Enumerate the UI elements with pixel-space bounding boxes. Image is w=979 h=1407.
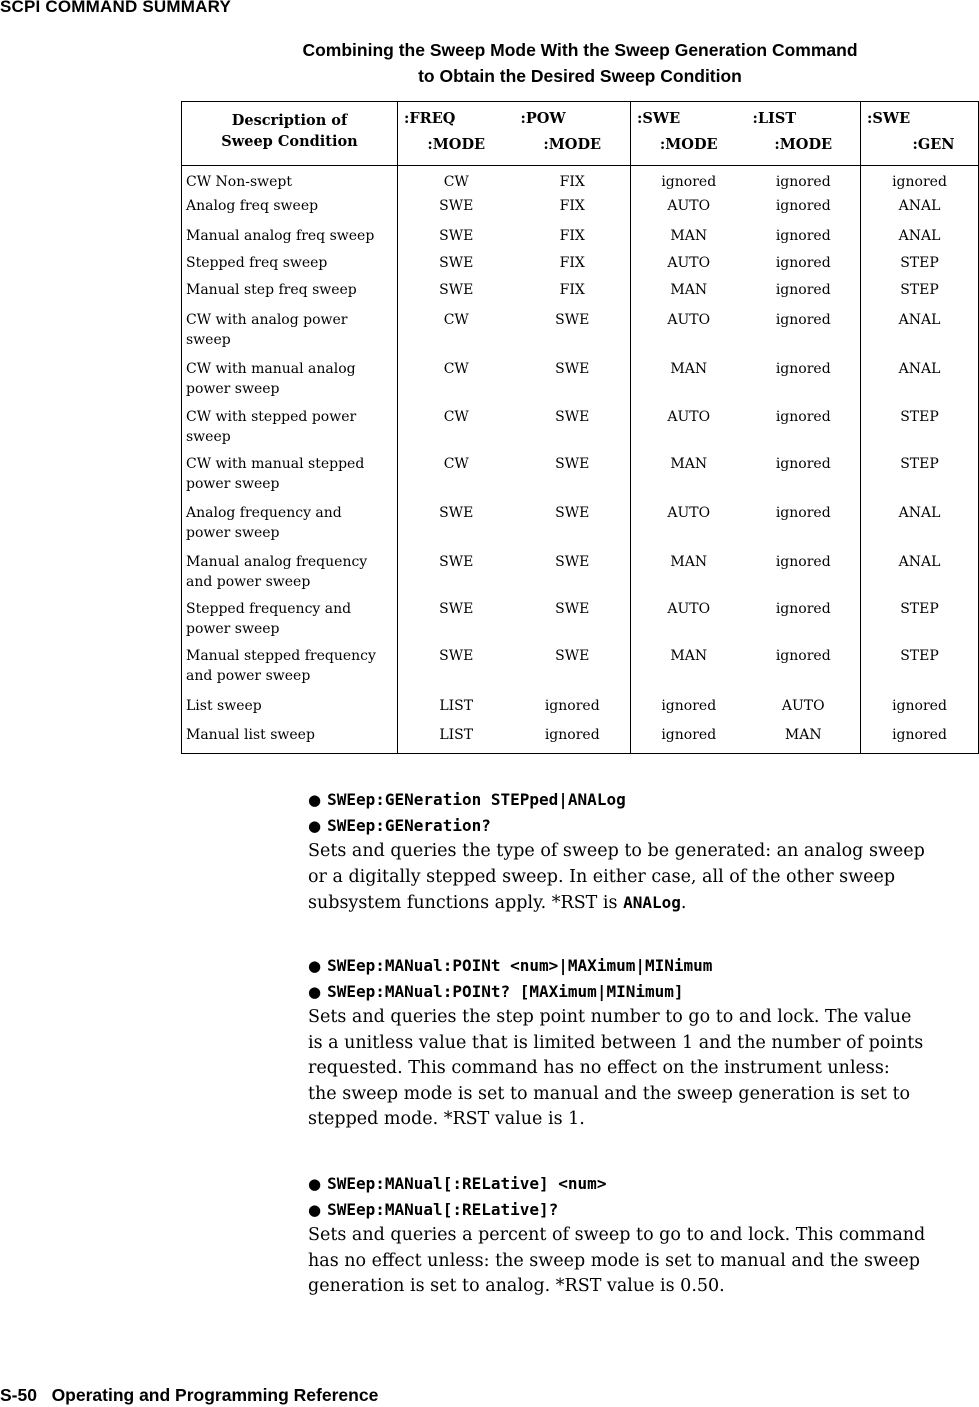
sweep-condition-text: Manual step freq sweep bbox=[186, 281, 357, 298]
freq-mode-cell: SWE bbox=[398, 280, 515, 310]
pow-mode-cell: ignored bbox=[544, 726, 600, 743]
list-mode-header bbox=[747, 102, 861, 166]
freq-mode-cell: SWE bbox=[398, 503, 515, 552]
description-line: stepped mode. *RST value is 1. bbox=[308, 1109, 585, 1129]
description-line bbox=[308, 890, 978, 917]
freq-header-top: :FREQ bbox=[404, 110, 456, 127]
freq-header-bottom: :MODE bbox=[427, 136, 486, 153]
freq-mode-header bbox=[398, 102, 515, 166]
sweep-condition-cell bbox=[182, 599, 398, 646]
list-mode-cell: ignored bbox=[775, 455, 831, 472]
rst-prefix: subsystem functions apply. *RST is bbox=[308, 893, 624, 913]
sweep-condition-text: and power sweep bbox=[186, 573, 311, 590]
page-number: S-50 bbox=[0, 1385, 37, 1405]
sweep-condition-text: CW Non-swept bbox=[186, 174, 293, 190]
table-title-line-2: to Obtain the Desired Sweep Condition bbox=[418, 66, 742, 86]
pow-header-top: :POW bbox=[520, 110, 566, 127]
table-row bbox=[182, 166, 979, 196]
page-header: SCPI COMMAND SUMMARY bbox=[0, 0, 231, 16]
swe-gen-cell: ignored bbox=[861, 725, 979, 754]
swe-gen-cell: ignored bbox=[861, 166, 979, 196]
table-row bbox=[182, 359, 979, 407]
list-mode-cell: ignored bbox=[775, 408, 831, 425]
swe-header-top: :SWE bbox=[637, 110, 681, 127]
description-line: requested. This command has no effect on the instrument unless: bbox=[308, 1058, 890, 1078]
swe-gen-cell: ignored bbox=[861, 696, 979, 725]
swe-mode-cell: AUTO bbox=[631, 253, 747, 280]
description-line: Sets and queries the type of sweep to be generated: an analog sweep bbox=[308, 841, 925, 861]
gen-header-bottom: :GEN bbox=[912, 136, 955, 153]
swe-mode-cell: AUTO bbox=[631, 503, 747, 552]
pow-mode-cell: SWE bbox=[555, 311, 590, 328]
table-row bbox=[182, 725, 979, 754]
swe-gen-cell: ANAL bbox=[861, 552, 979, 599]
sweep-condition-text: power sweep bbox=[186, 475, 280, 492]
pow-mode-cell: FIX bbox=[559, 254, 585, 271]
freq-mode-cell: SWE bbox=[398, 599, 515, 646]
command-set: SWEep:GENeration STEPped|ANALog bbox=[327, 790, 626, 809]
table-row bbox=[182, 196, 979, 226]
swe-mode-cell: MAN bbox=[631, 359, 747, 407]
table-row bbox=[182, 226, 979, 253]
freq-mode-cell: SWE bbox=[398, 196, 515, 226]
swe-mode-cell: AUTO bbox=[631, 310, 747, 359]
sweep-condition-text: Analog frequency and bbox=[186, 504, 342, 521]
sweep-condition-cell bbox=[182, 166, 398, 196]
description-line: the sweep mode is set to manual and the sweep generation is set to bbox=[308, 1083, 911, 1104]
sweep-condition-text: CW with analog power bbox=[186, 311, 348, 328]
description-line: has no effect unless: the sweep mode is set to manual and the sweep bbox=[308, 1250, 920, 1271]
sweep-condition-cell bbox=[182, 503, 398, 552]
swe-gen-cell: ANAL bbox=[861, 226, 979, 253]
sweep-condition-text: Manual list sweep bbox=[186, 726, 315, 743]
swe-gen-cell: STEP bbox=[861, 280, 979, 310]
sweep-condition-text: Manual analog freq sweep bbox=[186, 227, 375, 244]
table-row bbox=[182, 454, 979, 503]
swe-mode-cell: AUTO bbox=[631, 407, 747, 454]
swe-mode-cell: ignored bbox=[631, 696, 747, 725]
sweep-condition-cell bbox=[182, 646, 398, 696]
sweep-condition-text: List sweep bbox=[186, 697, 262, 714]
command-entry-generation bbox=[308, 787, 978, 917]
swe-gen-cell: ANAL bbox=[861, 196, 979, 226]
pow-mode-cell: SWE bbox=[555, 600, 590, 617]
sweep-condition-cell bbox=[182, 552, 398, 599]
page-footer bbox=[0, 1385, 378, 1406]
swe-gen-header bbox=[861, 102, 979, 166]
sweep-condition-text: Stepped frequency and bbox=[186, 600, 352, 617]
sweep-condition-text: CW with stepped power bbox=[186, 408, 357, 425]
table-row bbox=[182, 646, 979, 696]
swe-gen-cell: ANAL bbox=[861, 310, 979, 359]
sweep-condition-text: sweep bbox=[186, 428, 231, 445]
swe-gen-cell: ANAL bbox=[861, 503, 979, 552]
sweep-condition-cell bbox=[182, 454, 398, 503]
description-line: Sets and queries a percent of sweep to go to and lock. This command bbox=[308, 1225, 926, 1245]
swe-gen-cell: ANAL bbox=[861, 359, 979, 407]
sweep-condition-text: CW with manual analog bbox=[186, 360, 356, 377]
description-header bbox=[182, 102, 398, 166]
command-description bbox=[308, 1223, 978, 1300]
list-mode-cell: ignored bbox=[775, 197, 831, 214]
gen-header-top: :SWE bbox=[867, 110, 911, 127]
table-row bbox=[182, 503, 979, 552]
bullet-icon: ● bbox=[308, 1201, 322, 1219]
command-syntax bbox=[308, 979, 978, 1005]
freq-mode-cell: CW bbox=[398, 407, 515, 454]
pow-mode-cell: SWE bbox=[555, 455, 590, 472]
swe-mode-cell: AUTO bbox=[631, 599, 747, 646]
pow-mode-cell: FIX bbox=[559, 281, 585, 298]
swe-mode-cell: MAN bbox=[631, 226, 747, 253]
list-mode-cell: ignored bbox=[775, 254, 831, 271]
rst-value: ANALog bbox=[623, 893, 681, 912]
command-query: SWEep:MANual[:RELative]? bbox=[327, 1200, 559, 1219]
list-mode-cell: MAN bbox=[784, 726, 822, 743]
sweep-condition-text: power sweep bbox=[186, 524, 280, 541]
pow-header-bottom: :MODE bbox=[543, 136, 602, 153]
freq-mode-cell: SWE bbox=[398, 646, 515, 696]
list-mode-cell: ignored bbox=[775, 647, 831, 664]
pow-mode-cell: SWE bbox=[555, 408, 590, 425]
swe-gen-cell: STEP bbox=[861, 253, 979, 280]
list-mode-cell: ignored bbox=[775, 281, 831, 298]
sweep-condition-text: Manual stepped frequency bbox=[186, 647, 376, 664]
sweep-condition-cell bbox=[182, 725, 398, 754]
bullet-icon: ● bbox=[308, 817, 322, 835]
sweep-condition-text: Manual analog frequency bbox=[186, 553, 368, 570]
sweep-condition-cell bbox=[182, 310, 398, 359]
sweep-condition-text: power sweep bbox=[186, 620, 280, 637]
description-line: generation is set to analog. *RST value is 0.50. bbox=[308, 1276, 725, 1296]
command-set: SWEep:MANual[:RELative] <num> bbox=[327, 1174, 607, 1193]
sweep-condition-cell bbox=[182, 226, 398, 253]
command-syntax bbox=[308, 1171, 978, 1197]
command-syntax bbox=[308, 953, 978, 979]
rst-suffix: . bbox=[680, 893, 687, 913]
list-mode-cell: ignored bbox=[775, 553, 831, 570]
pow-mode-cell: SWE bbox=[555, 360, 590, 377]
description-line: is a unitless value that is limited between 1 and the number of points bbox=[308, 1032, 924, 1053]
swe-mode-cell: AUTO bbox=[631, 196, 747, 226]
description-line: or a digitally stepped sweep. In either case, all of the other sweep bbox=[308, 866, 896, 887]
sweep-condition-cell bbox=[182, 280, 398, 310]
bullet-icon: ● bbox=[308, 957, 322, 975]
description-header-line-2: Sweep Condition bbox=[221, 133, 358, 150]
sweep-condition-text: Stepped freq sweep bbox=[186, 254, 328, 271]
pow-mode-cell: SWE bbox=[555, 647, 590, 664]
sweep-condition-text: Analog freq sweep bbox=[186, 197, 319, 214]
sweep-condition-cell bbox=[182, 696, 398, 725]
command-description bbox=[308, 1005, 978, 1133]
swe-mode-cell: MAN bbox=[631, 646, 747, 696]
list-mode-cell: ignored bbox=[775, 600, 831, 617]
swe-mode-cell: MAN bbox=[631, 552, 747, 599]
freq-mode-cell: LIST bbox=[398, 725, 515, 754]
table-body bbox=[182, 166, 979, 754]
table-row bbox=[182, 280, 979, 310]
freq-mode-cell: LIST bbox=[398, 696, 515, 725]
command-syntax bbox=[308, 787, 978, 813]
command-query: SWEep:GENeration? bbox=[327, 816, 491, 835]
table-row bbox=[182, 599, 979, 646]
pow-mode-cell: ignored bbox=[544, 697, 600, 714]
swe-gen-cell: STEP bbox=[861, 407, 979, 454]
swe-mode-header bbox=[631, 102, 747, 166]
sweep-condition-text: and power sweep bbox=[186, 667, 311, 684]
swe-mode-cell: ignored bbox=[631, 166, 747, 196]
swe-gen-cell: STEP bbox=[861, 454, 979, 503]
freq-mode-cell: SWE bbox=[398, 552, 515, 599]
list-mode-cell: ignored bbox=[775, 311, 831, 328]
description-line: Sets and queries the step point number to go to and lock. The value bbox=[308, 1007, 912, 1027]
command-set: SWEep:MANual:POINt <num>|MAXimum|MINimum bbox=[327, 956, 713, 975]
footer-title: Operating and Programming Reference bbox=[51, 1385, 379, 1405]
command-entry-manual-relative bbox=[308, 1171, 978, 1300]
table-row bbox=[182, 552, 979, 599]
sweep-condition-cell bbox=[182, 253, 398, 280]
swe-gen-cell: STEP bbox=[861, 599, 979, 646]
swe-mode-cell: MAN bbox=[631, 280, 747, 310]
list-mode-cell: ignored bbox=[775, 360, 831, 377]
sweep-condition-table bbox=[181, 101, 979, 754]
sweep-condition-text: CW with manual stepped bbox=[186, 455, 365, 472]
list-mode-cell: AUTO bbox=[781, 697, 825, 714]
command-entry-manual-point bbox=[308, 953, 978, 1133]
sweep-condition-cell bbox=[182, 359, 398, 407]
freq-mode-cell: SWE bbox=[398, 226, 515, 253]
sweep-condition-cell bbox=[182, 196, 398, 226]
bullet-icon: ● bbox=[308, 983, 322, 1001]
pow-mode-cell: FIX bbox=[559, 227, 585, 244]
swe-header-bottom: :MODE bbox=[659, 136, 718, 153]
table-row bbox=[182, 696, 979, 725]
table-row bbox=[182, 253, 979, 280]
swe-gen-cell: STEP bbox=[861, 646, 979, 696]
command-syntax bbox=[308, 1197, 978, 1223]
table-row bbox=[182, 310, 979, 359]
bullet-icon: ● bbox=[308, 791, 322, 809]
pow-mode-header bbox=[515, 102, 631, 166]
bullet-icon: ● bbox=[308, 1175, 322, 1193]
pow-mode-cell: SWE bbox=[555, 504, 590, 521]
pow-mode-cell: FIX bbox=[559, 197, 585, 214]
table-title-line-1: Combining the Sweep Mode With the Sweep Generation Command bbox=[302, 40, 858, 60]
sweep-condition-text: sweep bbox=[186, 331, 231, 348]
description-header-line-1: Description of bbox=[231, 112, 348, 129]
command-query: SWEep:MANual:POINt? [MAXimum|MINimum] bbox=[327, 982, 684, 1001]
pow-mode-cell: SWE bbox=[555, 553, 590, 570]
pow-mode-cell: FIX bbox=[559, 174, 585, 190]
freq-mode-cell: CW bbox=[398, 166, 515, 196]
list-mode-cell: ignored bbox=[775, 504, 831, 521]
command-description bbox=[308, 839, 978, 917]
swe-mode-cell: ignored bbox=[631, 725, 747, 754]
list-header-bottom: :MODE bbox=[774, 136, 833, 153]
freq-mode-cell: CW bbox=[398, 359, 515, 407]
freq-mode-cell: CW bbox=[398, 454, 515, 503]
list-header-top: :LIST bbox=[752, 110, 797, 127]
list-mode-cell: ignored bbox=[775, 227, 831, 244]
sweep-condition-cell bbox=[182, 407, 398, 454]
swe-mode-cell: MAN bbox=[631, 454, 747, 503]
freq-mode-cell: CW bbox=[398, 310, 515, 359]
sweep-condition-text: power sweep bbox=[186, 380, 280, 397]
freq-mode-cell: SWE bbox=[398, 253, 515, 280]
table-row bbox=[182, 407, 979, 454]
list-mode-cell: ignored bbox=[775, 174, 831, 190]
command-syntax bbox=[308, 813, 978, 839]
table-header-row bbox=[182, 102, 979, 166]
